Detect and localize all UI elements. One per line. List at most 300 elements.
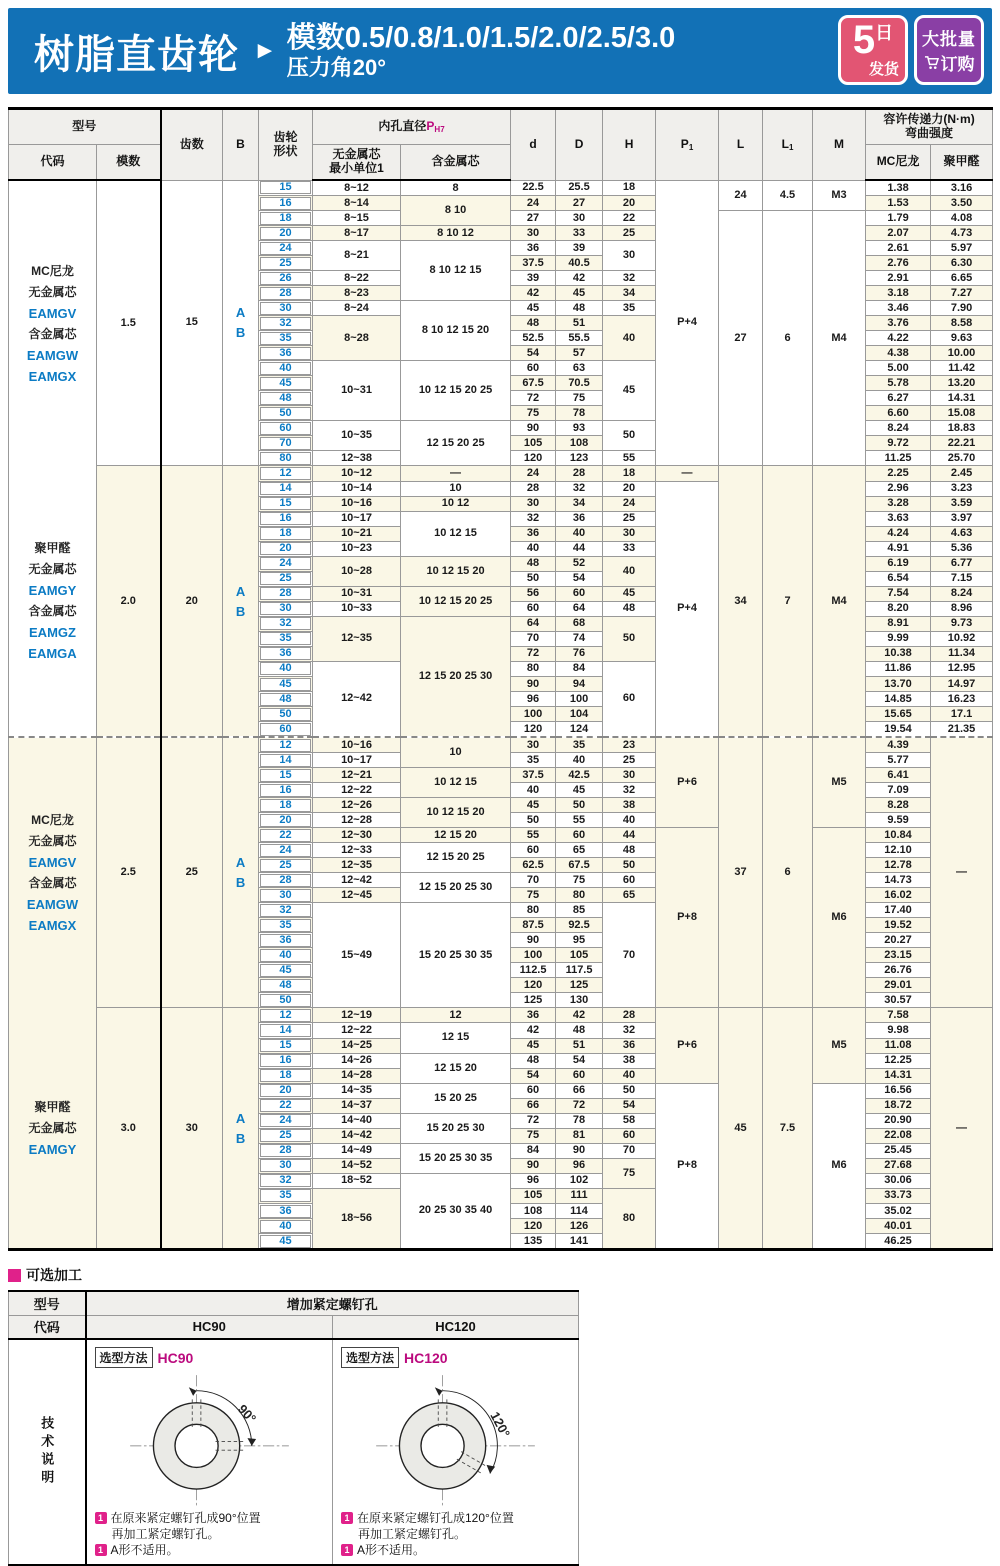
dim-d: 55: [511, 828, 556, 843]
teeth-value-box: 15: [260, 769, 311, 782]
teeth-count-cell: [259, 451, 313, 466]
header-shape: 齿轮 形状: [259, 109, 313, 181]
torque-mc-nylon: 9.99: [866, 631, 931, 646]
dim-d: 120: [511, 451, 556, 466]
module-value: 2.0: [97, 466, 161, 737]
dim-d: 90: [511, 421, 556, 436]
torque-mc-nylon: 2.96: [866, 481, 931, 496]
dim-L1: 6: [763, 737, 813, 1008]
teeth-value-box: 60: [260, 422, 311, 435]
bore-no-metal: 12~21: [313, 768, 401, 783]
bore-with-metal: 12 15 20: [401, 1053, 511, 1083]
panel-hc120: [333, 1339, 579, 1565]
teeth-count-cell: [259, 1023, 313, 1038]
torque-mc-nylon: 12.78: [866, 858, 931, 873]
torque-mc-nylon: 16.02: [866, 888, 931, 903]
dim-M: M4: [813, 211, 866, 466]
dim-H: 54: [603, 1098, 656, 1113]
dim-D: 95: [556, 933, 603, 948]
module-value: 3.0: [97, 1008, 161, 1250]
dim-D: 42.5: [556, 768, 603, 783]
notes-hc90: 1 在原来紧定螺钉孔成90°位置 再加工紧定螺钉孔。 1 A形不适用。: [95, 1510, 325, 1558]
torque-pom: 17.1: [931, 707, 993, 722]
material-label: MC尼龙: [31, 263, 74, 278]
dim-d: 135: [511, 1234, 556, 1250]
bulk-line2: 订购: [940, 55, 975, 74]
dim-D: 40: [556, 753, 603, 768]
dim-H: 32: [603, 1023, 656, 1038]
torque-mc-nylon: 46.25: [866, 1234, 931, 1250]
dim-d: 48: [511, 556, 556, 571]
torque-pom: 9.63: [931, 331, 993, 346]
torque-mc-nylon: 13.70: [866, 677, 931, 692]
teeth-count-cell: [259, 783, 313, 798]
dim-P1: —: [656, 466, 719, 481]
teeth-value-box: 28: [260, 587, 311, 600]
dim-d: 75: [511, 406, 556, 421]
module-range: 模数0.5/0.8/1.0/1.5/2.0/2.5/3.0: [286, 21, 676, 54]
torque-mc-nylon: 14.31: [866, 1068, 931, 1083]
teeth-value-box: 16: [260, 512, 311, 525]
dim-d: 37.5: [511, 256, 556, 271]
torque-mc-nylon: 16.56: [866, 1083, 931, 1098]
header-M: M: [813, 109, 866, 181]
torque-pom: 7.90: [931, 301, 993, 316]
dim-P1: P+6: [656, 1008, 719, 1083]
ship-days-badge: [838, 15, 908, 85]
dim-D: 100: [556, 692, 603, 707]
dim-d: 67.5: [511, 376, 556, 391]
bore-no-metal: 8~24: [313, 301, 401, 316]
dim-D: 44: [556, 541, 603, 556]
dim-D: 42: [556, 1008, 603, 1023]
torque-pom: 9.73: [931, 616, 993, 631]
dim-d: 66: [511, 1098, 556, 1113]
torque-mc-nylon: 6.60: [866, 406, 931, 421]
torque-mc-nylon: 17.40: [866, 903, 931, 918]
dim-D: 126: [556, 1219, 603, 1234]
dim-H: 36: [603, 1038, 656, 1053]
bore-with-metal: 10 12 15 20: [401, 798, 511, 828]
bore-with-metal: 12 15: [401, 1023, 511, 1053]
dim-d: 42: [511, 1023, 556, 1038]
dim-D: 85: [556, 903, 603, 918]
teeth-count-cell: [259, 436, 313, 451]
dim-D: 70.5: [556, 376, 603, 391]
b-width-value: 25: [161, 737, 223, 1008]
dim-H: 40: [603, 813, 656, 828]
dim-d: 50: [511, 571, 556, 586]
teeth-value-box: 12: [260, 739, 311, 752]
teeth-count-cell: [259, 556, 313, 571]
torque-mc-nylon: 23.15: [866, 948, 931, 963]
dim-H: 35: [603, 301, 656, 316]
teeth-count-cell: [259, 601, 313, 616]
torque-mc-nylon: 10.84: [866, 828, 931, 843]
teeth-value-box: 25: [260, 257, 311, 270]
teeth-value-box: 16: [260, 784, 311, 797]
part-code: EAMGX: [28, 368, 77, 384]
dim-L: 24: [719, 180, 763, 211]
header-torque: 容许传递力(N·m) 弯曲强度: [866, 109, 993, 145]
teeth-value-box: 12: [260, 1009, 311, 1022]
teeth-value-box: 24: [260, 557, 311, 570]
dim-D: 42: [556, 271, 603, 286]
teeth-value-box: 35: [260, 919, 311, 932]
bore-no-metal: 14~26: [313, 1053, 401, 1068]
part-code: EAMGY: [28, 583, 77, 598]
dim-D: 55: [556, 813, 603, 828]
bore-no-metal: 14~28: [313, 1068, 401, 1083]
dim-d: 125: [511, 993, 556, 1008]
dim-D: 92.5: [556, 918, 603, 933]
torque-pom: 8.58: [931, 316, 993, 331]
teeth-count-cell: [259, 993, 313, 1008]
dim-H: 22: [603, 211, 656, 226]
dim-D: 130: [556, 993, 603, 1008]
torque-pom: 22.21: [931, 436, 993, 451]
dim-H: 60: [603, 1128, 656, 1143]
bore-no-metal: 10~12: [313, 466, 401, 481]
teeth-count-cell: [259, 511, 313, 526]
opt-model-label: 型号: [9, 1291, 86, 1315]
dim-d: 52.5: [511, 331, 556, 346]
header-code: 代码: [9, 145, 97, 181]
dim-d: 80: [511, 661, 556, 676]
dim-d: 70: [511, 631, 556, 646]
teeth-value-box: 16: [260, 197, 311, 210]
bore-with-metal: 8 10 12 15: [401, 241, 511, 301]
torque-mc-nylon: 3.63: [866, 511, 931, 526]
torque-mc-nylon: 6.27: [866, 391, 931, 406]
dim-d: 24: [511, 466, 556, 481]
shape-option: A: [235, 305, 246, 321]
dim-d: 36: [511, 1008, 556, 1023]
torque-mc-nylon: 2.61: [866, 241, 931, 256]
opt-header: 增加紧定螺钉孔: [86, 1291, 579, 1315]
gear-diagram-120: [343, 1370, 568, 1508]
gear-shape-cell: [223, 1008, 259, 1250]
bore-with-metal: 8 10: [401, 196, 511, 226]
teeth-value-box: 20: [260, 542, 311, 555]
teeth-value-box: 22: [260, 829, 311, 842]
header-L1: $L_1$: [763, 109, 813, 181]
teeth-value-box: 45: [260, 678, 311, 691]
dim-H: 38: [603, 798, 656, 813]
bore-no-metal: 12~35: [313, 616, 401, 661]
dim-H: 32: [603, 271, 656, 286]
bore-no-metal: 12~30: [313, 828, 401, 843]
teeth-value-box: 40: [260, 1220, 311, 1233]
dim-D: 67.5: [556, 858, 603, 873]
dim-d: 62.5: [511, 858, 556, 873]
teeth-value-box: 48: [260, 392, 311, 405]
torque-mc-nylon: 4.38: [866, 346, 931, 361]
torque-mc-nylon: 9.59: [866, 813, 931, 828]
teeth-value-box: 18: [260, 527, 311, 540]
teeth-value-box: 15: [260, 1039, 311, 1052]
dim-d: 42: [511, 286, 556, 301]
teeth-count-cell: [259, 933, 313, 948]
dim-d: 72: [511, 391, 556, 406]
teeth-value-box: 40: [260, 949, 311, 962]
torque-mc-nylon: 26.76: [866, 963, 931, 978]
bore-no-metal: 10~21: [313, 526, 401, 541]
dim-D: 78: [556, 1113, 603, 1128]
dim-D: 124: [556, 722, 603, 738]
header-model: 型号: [9, 109, 161, 145]
dim-H: 25: [603, 753, 656, 768]
header-b: B: [223, 109, 259, 181]
teeth-count-cell: [259, 888, 313, 903]
dim-d: 120: [511, 978, 556, 993]
header-H: H: [603, 109, 656, 181]
dim-H: 40: [603, 556, 656, 586]
dim-d: 36: [511, 241, 556, 256]
bore-no-metal: 12~35: [313, 858, 401, 873]
teeth-count-cell: [259, 616, 313, 631]
bore-with-metal: 20 25 30 35 40: [401, 1173, 511, 1249]
page-title: 树脂直齿轮: [34, 32, 239, 77]
material-label: 无金属芯: [28, 562, 77, 576]
teeth-count-cell: [259, 241, 313, 256]
torque-pom: —: [931, 737, 993, 1008]
material-label: 含金属芯: [28, 604, 77, 618]
torque-pom: 3.16: [931, 180, 993, 196]
section-marker-icon: [8, 1269, 21, 1282]
teeth-count-cell: [259, 1053, 313, 1068]
dim-d: 37.5: [511, 768, 556, 783]
dim-d: 45: [511, 798, 556, 813]
torque-mc-nylon: 11.86: [866, 661, 931, 676]
torque-mc-nylon: 2.07: [866, 226, 931, 241]
teeth-value-box: 35: [260, 632, 311, 645]
dim-D: 102: [556, 1173, 603, 1188]
bore-with-metal: 10 12: [401, 496, 511, 511]
teeth-value-box: 32: [260, 1174, 311, 1187]
torque-mc-nylon: 25.45: [866, 1143, 931, 1158]
torque-pom: 6.77: [931, 556, 993, 571]
bore-no-metal: 8~21: [313, 241, 401, 271]
bore-no-metal: 14~49: [313, 1143, 401, 1158]
bore-with-metal: —: [401, 466, 511, 481]
dim-H: 48: [603, 601, 656, 616]
torque-pom: 11.42: [931, 361, 993, 376]
banner-subtitle: [287, 22, 676, 81]
bore-no-metal: 14~25: [313, 1038, 401, 1053]
dim-d: 45: [511, 301, 556, 316]
torque-mc-nylon: 4.91: [866, 541, 931, 556]
bore-no-metal: 10~35: [313, 421, 401, 451]
teeth-count-cell: [259, 768, 313, 783]
teeth-count-cell: [259, 361, 313, 376]
material-label: MC尼龙: [31, 813, 74, 827]
dim-d: 24: [511, 196, 556, 211]
bore-with-metal: 15 20 25 30: [401, 1113, 511, 1143]
dim-H: 25: [603, 226, 656, 241]
spec-table-head: [9, 109, 993, 181]
torque-mc-nylon: 18.72: [866, 1098, 931, 1113]
dim-d: 48: [511, 316, 556, 331]
teeth-value-box: 35: [260, 332, 311, 345]
torque-mc-nylon: 8.20: [866, 601, 931, 616]
torque-pom: 3.50: [931, 196, 993, 211]
teeth-value-box: 20: [260, 227, 311, 240]
dim-D: 25.5: [556, 180, 603, 196]
dim-D: 40: [556, 526, 603, 541]
pressure-angle: 压力角20°: [286, 55, 387, 81]
dim-H: 38: [603, 1053, 656, 1068]
bore-no-metal: 8~14: [313, 196, 401, 211]
bore-no-metal: 12~33: [313, 843, 401, 858]
bore-with-metal: 10 12 15: [401, 768, 511, 798]
method-box-label: 选型方法: [341, 1347, 399, 1368]
bore-with-metal: 12: [401, 1008, 511, 1023]
teeth-count-cell: [259, 256, 313, 271]
dim-D: 32: [556, 481, 603, 496]
gear-diagram-90: [97, 1370, 322, 1508]
bore-no-metal: 14~37: [313, 1098, 401, 1113]
module-value: 1.5: [97, 180, 161, 466]
teeth-value-box: 24: [260, 1114, 311, 1127]
teeth-value-box: 50: [260, 994, 311, 1007]
torque-pom: 21.35: [931, 722, 993, 738]
bore-no-metal: 10~17: [313, 511, 401, 526]
dim-d: 39: [511, 271, 556, 286]
dim-H: 20: [603, 481, 656, 496]
teeth-count-cell: [259, 978, 313, 993]
dim-D: 65: [556, 843, 603, 858]
dim-d: 54: [511, 1068, 556, 1083]
dim-H: 55: [603, 451, 656, 466]
teeth-count-cell: [259, 631, 313, 646]
torque-mc-nylon: 6.41: [866, 768, 931, 783]
torque-pom: 3.59: [931, 496, 993, 511]
torque-mc-nylon: 2.91: [866, 271, 931, 286]
teeth-value-box: 20: [260, 814, 311, 827]
header-mc: MC尼龙: [866, 145, 931, 181]
bore-with-metal: 10 12 15 20 25: [401, 361, 511, 421]
teeth-count-cell: [259, 828, 313, 843]
bore-no-metal: 12~26: [313, 798, 401, 813]
teeth-count-cell: [259, 1098, 313, 1113]
dim-d: 60: [511, 1083, 556, 1098]
b-width-value: 15: [161, 180, 223, 466]
torque-mc-nylon: 19.52: [866, 918, 931, 933]
teeth-value-box: 30: [260, 302, 311, 315]
shape-option: A: [235, 1110, 246, 1126]
dim-D: 141: [556, 1234, 603, 1250]
torque-mc-nylon: 3.46: [866, 301, 931, 316]
bore-with-metal: 8 10 12: [401, 226, 511, 241]
torque-pom: 8.24: [931, 586, 993, 601]
dim-H: 45: [603, 361, 656, 421]
bore-no-metal: 8~23: [313, 286, 401, 301]
dim-L1: 7.5: [763, 1008, 813, 1250]
part-code: EAMGV: [28, 305, 77, 321]
bore-with-metal: 15 20 25: [401, 1083, 511, 1113]
dim-d: 120: [511, 1219, 556, 1234]
dim-d: 96: [511, 692, 556, 707]
dim-D: 117.5: [556, 963, 603, 978]
teeth-value-box: 18: [260, 799, 311, 812]
dim-D: 80: [556, 888, 603, 903]
dim-D: 90: [556, 1143, 603, 1158]
teeth-count-cell: [259, 1173, 313, 1188]
teeth-count-cell: [259, 1128, 313, 1143]
bore-no-metal: 10~16: [313, 496, 401, 511]
dim-H: 60: [603, 873, 656, 888]
bore-with-metal: 12 15 20 25 30: [401, 616, 511, 737]
teeth-count-cell: [259, 1188, 313, 1203]
options-section-title: 可选加工: [8, 1265, 992, 1285]
torque-mc-nylon: 14.73: [866, 873, 931, 888]
torque-mc-nylon: 11.08: [866, 1038, 931, 1053]
bore-no-metal: 10~17: [313, 753, 401, 768]
material-label: 无金属芯: [28, 1120, 77, 1135]
material-label: 聚甲醛: [34, 1099, 71, 1114]
dim-d: 32: [511, 511, 556, 526]
dim-M: M6: [813, 1083, 866, 1249]
shape-option: A: [235, 583, 246, 599]
bore-no-metal: 14~40: [313, 1113, 401, 1128]
method-code: HC120: [404, 1349, 448, 1366]
teeth-value-box: 36: [260, 1205, 311, 1218]
torque-mc-nylon: 15.65: [866, 707, 931, 722]
bore-no-metal: 12~38: [313, 451, 401, 466]
torque-pom: 11.34: [931, 646, 993, 661]
dim-H: 40: [603, 1068, 656, 1083]
dim-H: 30: [603, 526, 656, 541]
dim-D: 75: [556, 391, 603, 406]
teeth-value-box: 35: [260, 1189, 311, 1202]
torque-pom: 2.45: [931, 466, 993, 481]
material-label: 含金属芯: [28, 326, 77, 341]
teeth-count-cell: [259, 301, 313, 316]
dim-L1: 7: [763, 466, 813, 737]
b-width-value: 30: [161, 1008, 223, 1250]
teeth-count-cell: [259, 421, 313, 436]
dim-L: 34: [719, 466, 763, 737]
teeth-value-box: 15: [260, 497, 311, 510]
bore-no-metal: 12~45: [313, 888, 401, 903]
dim-d: 90: [511, 933, 556, 948]
teeth-value-box: 30: [260, 1159, 311, 1172]
teeth-count-cell: [259, 346, 313, 361]
dim-d: 27: [511, 211, 556, 226]
torque-mc-nylon: 27.68: [866, 1158, 931, 1173]
dim-d: 30: [511, 226, 556, 241]
torque-mc-nylon: 29.01: [866, 978, 931, 993]
bore-no-metal: 14~42: [313, 1128, 401, 1143]
torque-pom: 12.95: [931, 661, 993, 676]
teeth-count-cell: [259, 1083, 313, 1098]
dim-D: 63: [556, 361, 603, 376]
teeth-value-box: 45: [260, 964, 311, 977]
bore-no-metal: 8~12: [313, 180, 401, 196]
dim-D: 78: [556, 406, 603, 421]
part-code: EAMGY: [28, 1141, 77, 1157]
dim-d: 28: [511, 481, 556, 496]
teeth-value-box: 16: [260, 1054, 311, 1067]
part-code: EAMGA: [28, 646, 77, 661]
teeth-value-box: 18: [260, 212, 311, 225]
teeth-count-cell: [259, 813, 313, 828]
bore-no-metal: 12~28: [313, 813, 401, 828]
dim-H: 50: [603, 616, 656, 661]
bore-no-metal: 10~23: [313, 541, 401, 556]
teeth-value-box: 24: [260, 844, 311, 857]
